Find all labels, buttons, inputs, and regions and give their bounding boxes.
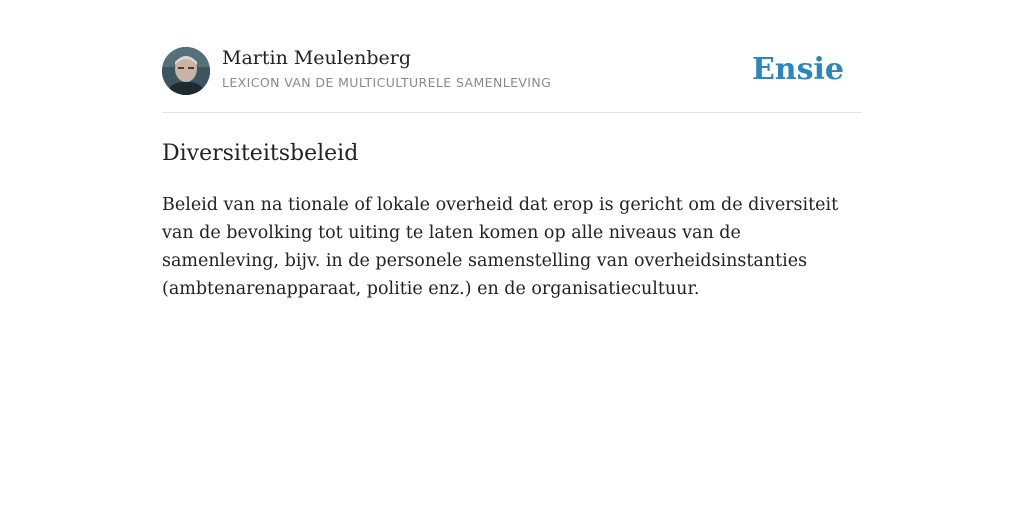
author-portrait-icon [162,47,210,95]
author-name[interactable]: Martin Meulenberg [222,47,411,69]
entry-title: Diversiteitsbeleid [162,141,359,166]
entry-header [162,0,862,113]
entry-definition: Beleid van na tionale of lokale overheid dat erop is gericht om de diversiteit van de bevolking tot uiting te laten komen op alle niveaus van de samenleving, bijv. in de personele samenstelling van overheidsinstanties (ambtenarenapparaat, politie enz.) en de organisatiecultuur. [162,195,839,299]
entry-card [162,0,862,303]
publication-name[interactable]: LEXICON VAN DE MULTICULTURELE SAMENLEVING [222,75,552,90]
avatar[interactable] [162,47,210,95]
ensie-logo[interactable]: Ensie [751,52,844,87]
